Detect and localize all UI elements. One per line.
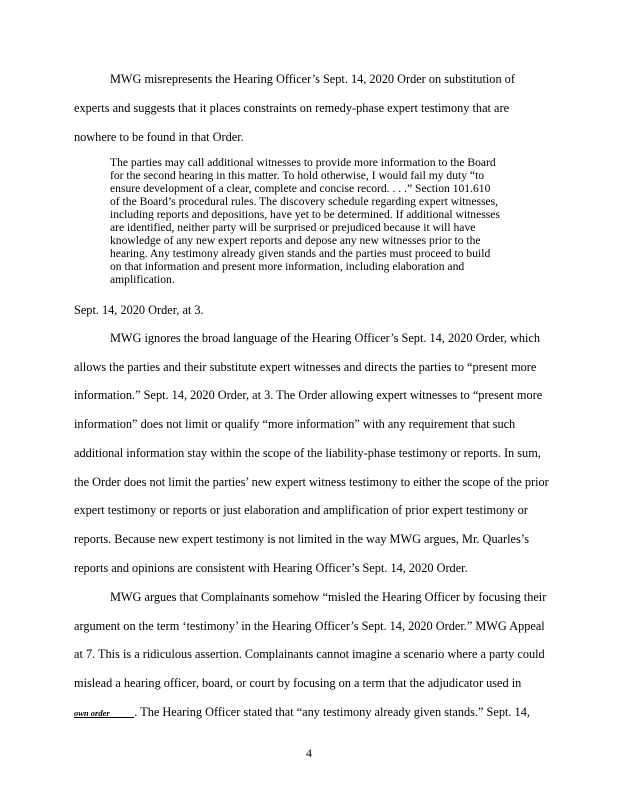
paragraph-3-line-3: at 7. This is a ridiculous assertion. Complainants cannot imagine a scenario where a party could: [74, 647, 545, 661]
blockquote-line-5: including reports and depositions, have yet to be determined. If additional witnesses: [110, 208, 500, 221]
paragraph-3-line-5-text: . The Hearing Officer stated that “any testimony already given stands.” Sept. 14,: [134, 705, 530, 719]
blockquote-line-8: hearing. Any testimony already given stands and the parties must proceed to build: [110, 247, 491, 260]
paragraph-2-line-6: the Order does not limit the parties’ new expert witness testimony to either the scope of the prior: [74, 475, 549, 489]
blockquote-line-3: ensure development of a clear, complete and concise record. . . .” Section 101.610: [110, 182, 491, 195]
blockquote-line-4: of the Board’s procedural rules. The discovery schedule regarding expert witnesses,: [110, 195, 499, 208]
own-order-reference: own order: [74, 708, 110, 718]
blockquote-line-10: amplification.: [110, 273, 175, 286]
paragraph-2-line-5: additional information stay within the scope of the liability-phase testimony or reports. In sum,: [74, 446, 541, 460]
underline-blank: [110, 705, 135, 719]
blockquote-line-1: The parties may call additional witnesses to provide more information to the Board: [110, 156, 496, 169]
paragraph-2-line-9: reports and opinions are consistent with Hearing Officer’s Sept. 14, 2020 Order.: [74, 561, 468, 575]
blockquote-line-9: on that information and present more information, including elaboration and: [110, 260, 465, 273]
paragraph-3-line-1: MWG argues that Complainants somehow “misled the Hearing Officer by focusing their: [110, 590, 547, 604]
paragraph-2-line-2: allows the parties and their substitute expert witnesses and directs the parties to “present more: [74, 360, 537, 374]
blockquote-line-6: are identified, neither party will be surprised or prejudiced because it will have: [110, 221, 476, 234]
paragraph-1-line-3: nowhere to be found in that Order.: [74, 130, 244, 144]
paragraph-2-line-3: information.” Sept. 14, 2020 Order, at 3. The Order allowing expert witnesses to “present more: [74, 388, 543, 402]
citation: Sept. 14, 2020 Order, at 3.: [74, 303, 204, 317]
blockquote-line-2: for the second hearing in this matter. To hold otherwise, I would fail my duty “to: [110, 169, 485, 182]
paragraph-2-line-7: expert testimony or reports or just elaboration and amplification of prior expert testimony or: [74, 503, 528, 517]
paragraph-1-line-2: experts and suggests that it places constraints on remedy-phase expert testimony that are: [74, 101, 510, 115]
paragraph-3-line-4: mislead a hearing officer, board, or court by focusing on a term that the adjudicator used in: [74, 676, 522, 690]
paragraph-2-line-8: reports. Because new expert testimony is not limited in the way MWG argues, Mr. Quarles’s: [74, 532, 530, 546]
page-number: 4: [306, 746, 312, 760]
paragraph-3-line-2: argument on the term ‘testimony’ in the Hearing Officer’s Sept. 14, 2020 Order.” MWG Appeal: [74, 619, 545, 633]
paragraph-3-line-5: [74, 705, 530, 720]
blockquote-line-7: knowledge of any new expert reports and depose any new witnesses prior to the: [110, 234, 481, 247]
paragraph-1-line-1: MWG misrepresents the Hearing Officer’s Sept. 14, 2020 Order on substitution of: [110, 72, 515, 86]
paragraph-2-line-1: MWG ignores the broad language of the Hearing Officer’s Sept. 14, 2020 Order, which: [110, 331, 541, 345]
paragraph-2-line-4: information” does not limit or qualify “more information” with any requirement that such: [74, 417, 516, 431]
